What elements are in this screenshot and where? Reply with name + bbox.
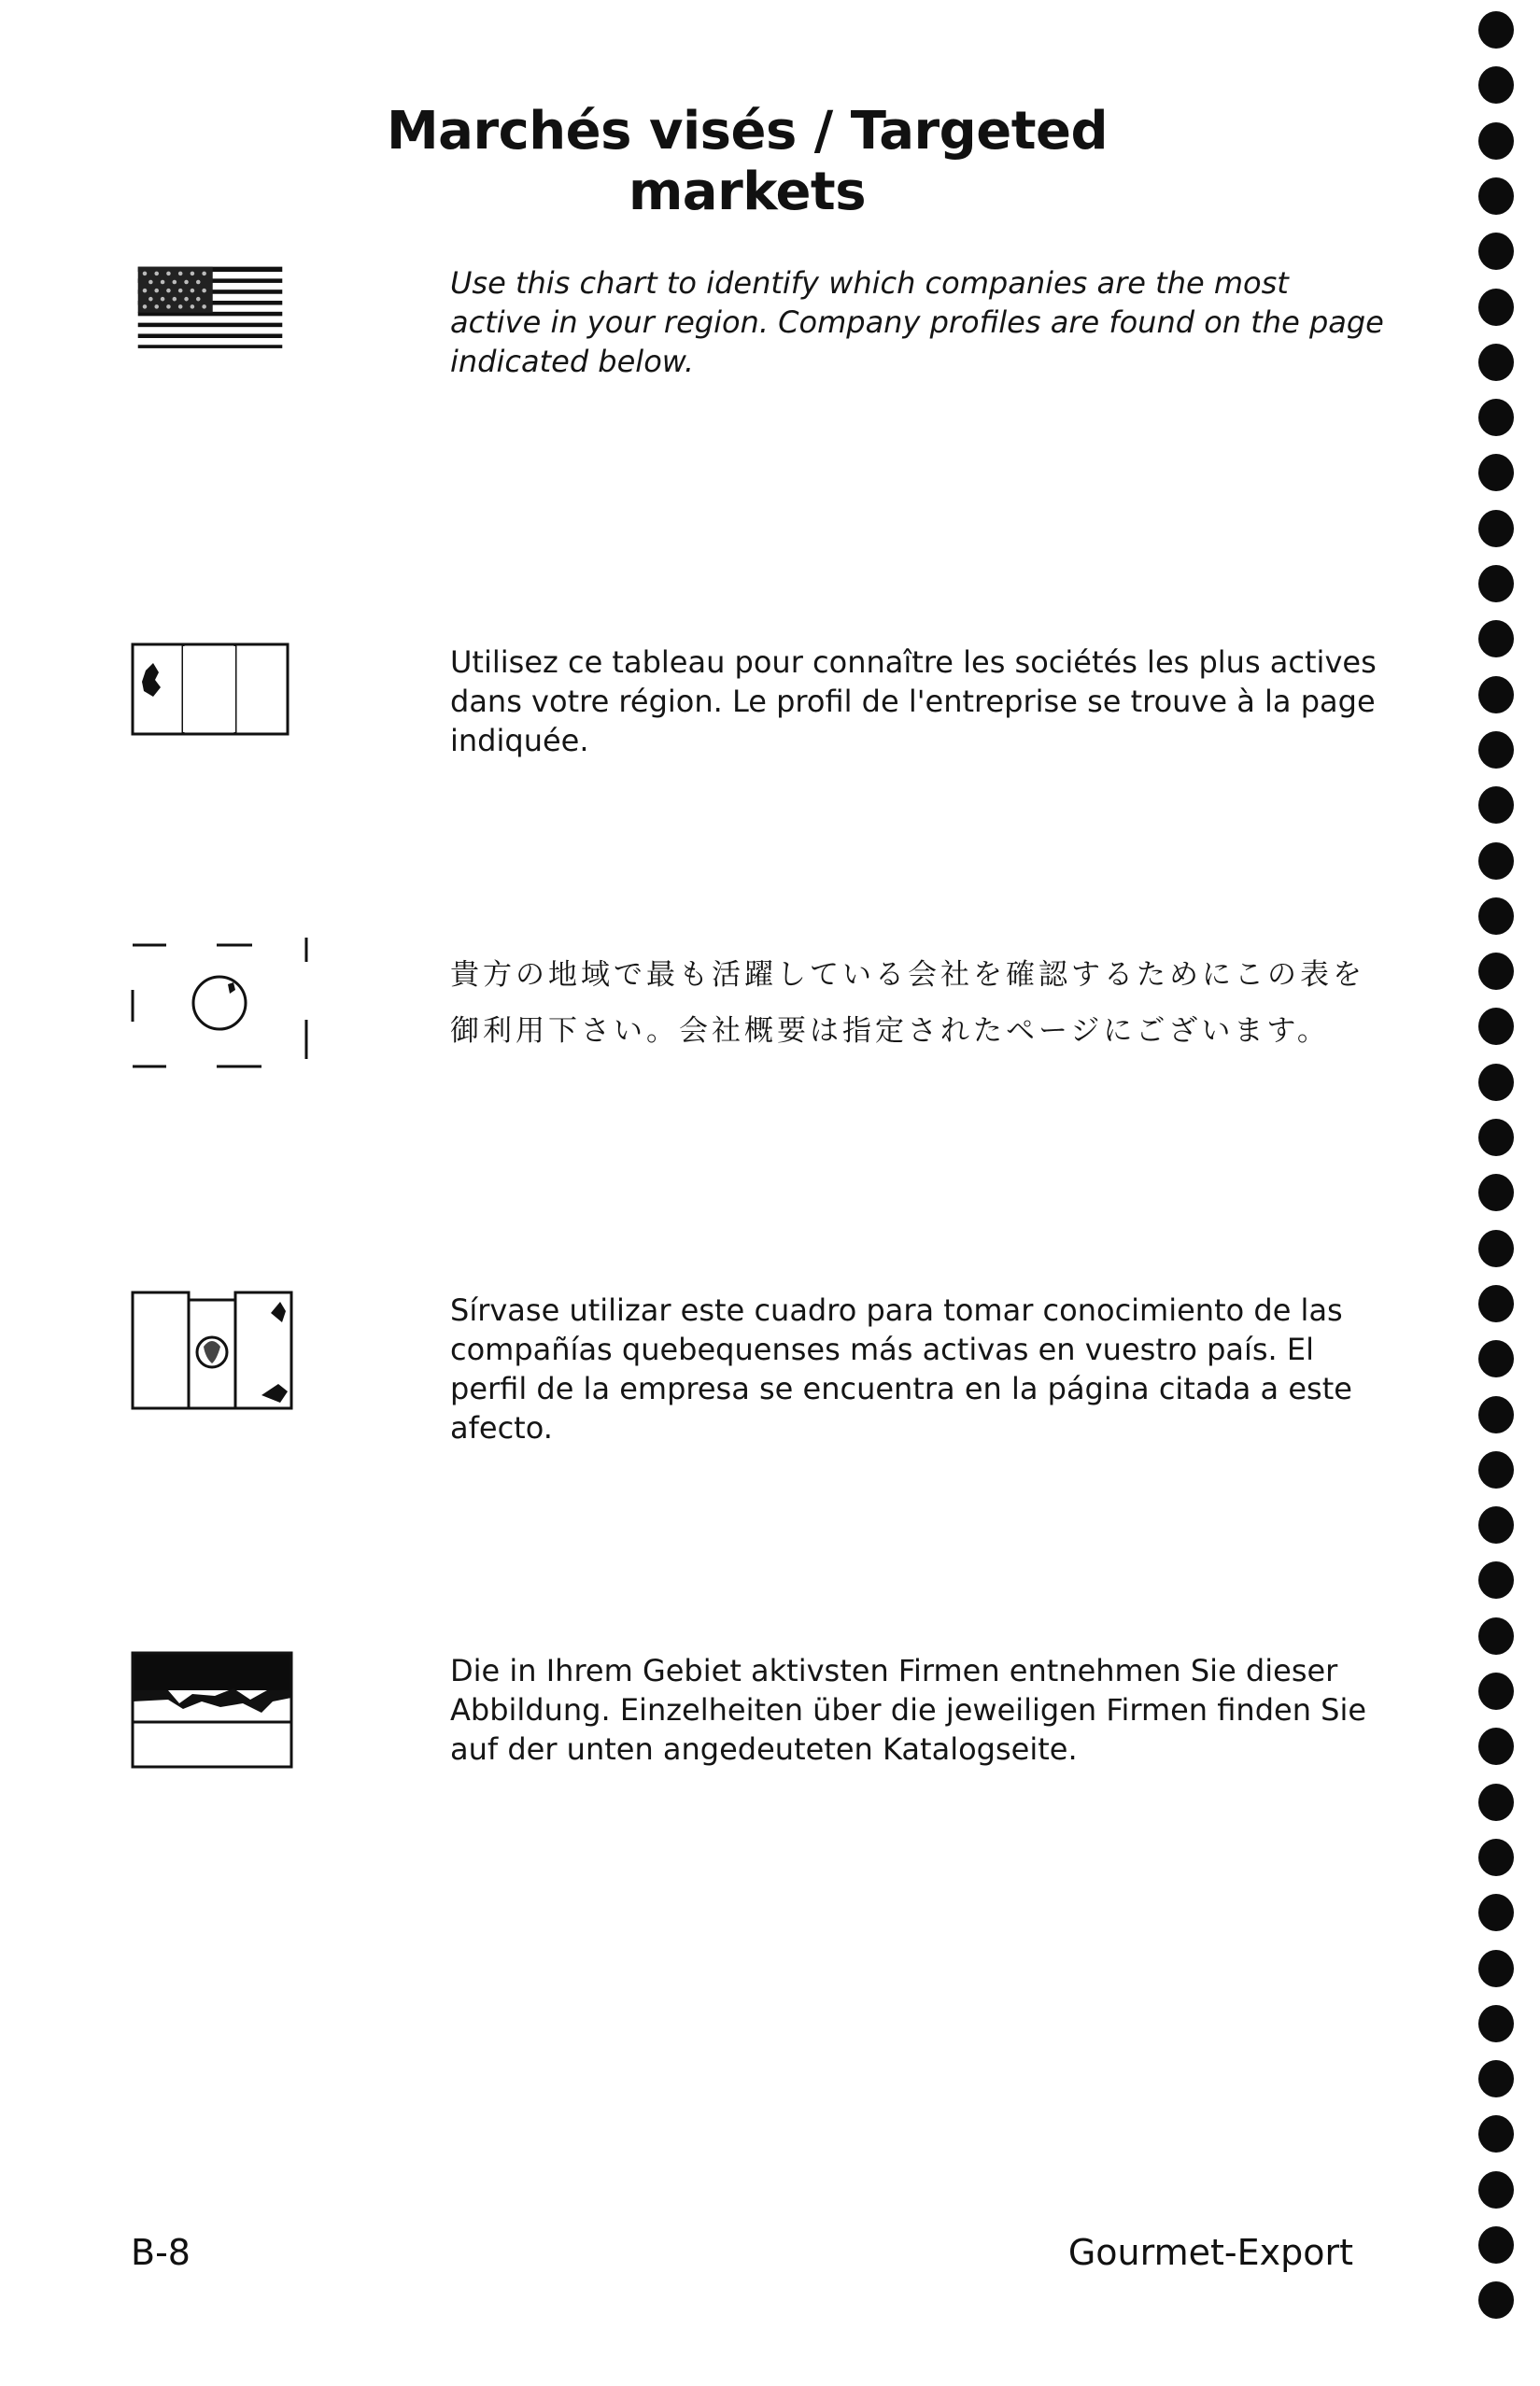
section-spanish: [131, 1291, 1373, 1496]
usa-flag-icon: [131, 263, 290, 357]
binding-hole: [1478, 1506, 1514, 1544]
section-english: [131, 263, 1384, 469]
french-description: Utilisez ce tableau pour connaître les sociétés les plus actives dans votre région. Le profil de l'entreprise se trouve à la page indiquée.: [450, 644, 1377, 758]
binding-hole: [1478, 953, 1514, 990]
binding-hole: [1478, 1617, 1514, 1655]
binding-hole: [1478, 289, 1514, 326]
binding-hole: [1478, 1839, 1514, 1876]
binding-hole: [1478, 177, 1514, 215]
binding-hole: [1478, 1728, 1514, 1765]
binding-hole: [1478, 1894, 1514, 1931]
spiral-binding: [1478, 0, 1534, 2386]
binding-hole: [1478, 1451, 1514, 1489]
binding-hole: [1478, 2281, 1514, 2319]
binding-hole: [1478, 897, 1514, 935]
binding-hole: [1478, 1008, 1514, 1045]
binding-hole: [1478, 1340, 1514, 1377]
page-title: Marchés visés / Targeted markets: [386, 101, 1109, 222]
binding-hole: [1478, 344, 1514, 381]
spanish-description: Sírvase utilizar este cuadro para tomar conocimiento de las compañías quebequenses más activas en vuestro país. El perfil de la empresa se encuentra en la página citada a este afecto.: [450, 1292, 1352, 1446]
binding-hole: [1478, 1119, 1514, 1156]
binding-hole: [1478, 1561, 1514, 1599]
binding-hole: [1478, 1396, 1514, 1433]
binding-hole: [1478, 399, 1514, 436]
english-description: Use this chart to identify which companies are the most active in your region. Company profiles are found on the page indicated below.: [450, 265, 1384, 379]
binding-hole: [1478, 676, 1514, 713]
japan-flag-icon: [131, 936, 308, 1076]
binding-hole: [1478, 565, 1514, 602]
binding-hole: [1478, 731, 1514, 769]
binding-hole: [1478, 2060, 1514, 2097]
binding-hole: [1478, 2226, 1514, 2264]
germany-flag-icon: [131, 1651, 294, 1772]
section-japanese: [131, 936, 1373, 1141]
japanese-description: 貴方の地域で最も活躍している会社を確認するためにこの表を御利用下さい。会社概要は指定されたページにございます。: [450, 958, 1365, 1048]
binding-hole: [1478, 510, 1514, 547]
binding-hole: [1478, 66, 1514, 104]
page-number: B-8: [131, 2232, 191, 2273]
binding-hole: [1478, 620, 1514, 657]
binding-hole: [1478, 1950, 1514, 1987]
binding-hole: [1478, 2171, 1514, 2209]
section-french: [131, 642, 1377, 848]
binding-hole: [1478, 1285, 1514, 1322]
binding-hole: [1478, 1064, 1514, 1101]
binding-hole: [1478, 233, 1514, 270]
binding-hole: [1478, 786, 1514, 824]
binding-hole: [1478, 1174, 1514, 1211]
france-flag-icon: [131, 642, 290, 745]
publication-name: Gourmet-Export: [1067, 2232, 1353, 2273]
binding-hole: [1478, 2115, 1514, 2153]
binding-hole: [1478, 122, 1514, 160]
binding-hole: [1478, 842, 1514, 880]
mexico-flag-icon: [131, 1291, 294, 1412]
binding-hole: [1478, 1784, 1514, 1821]
binding-hole: [1478, 1673, 1514, 1710]
binding-hole: [1478, 11, 1514, 49]
binding-hole: [1478, 454, 1514, 491]
binding-hole: [1478, 1230, 1514, 1267]
binding-hole: [1478, 2005, 1514, 2042]
section-german: [131, 1651, 1373, 1857]
german-description: Die in Ihrem Gebiet aktivsten Firmen entnehmen Sie dieser Abbildung. Einzelheiten über die jeweiligen Firmen finden Sie auf der unten angedeuteten Katalogseite.: [450, 1653, 1367, 1767]
